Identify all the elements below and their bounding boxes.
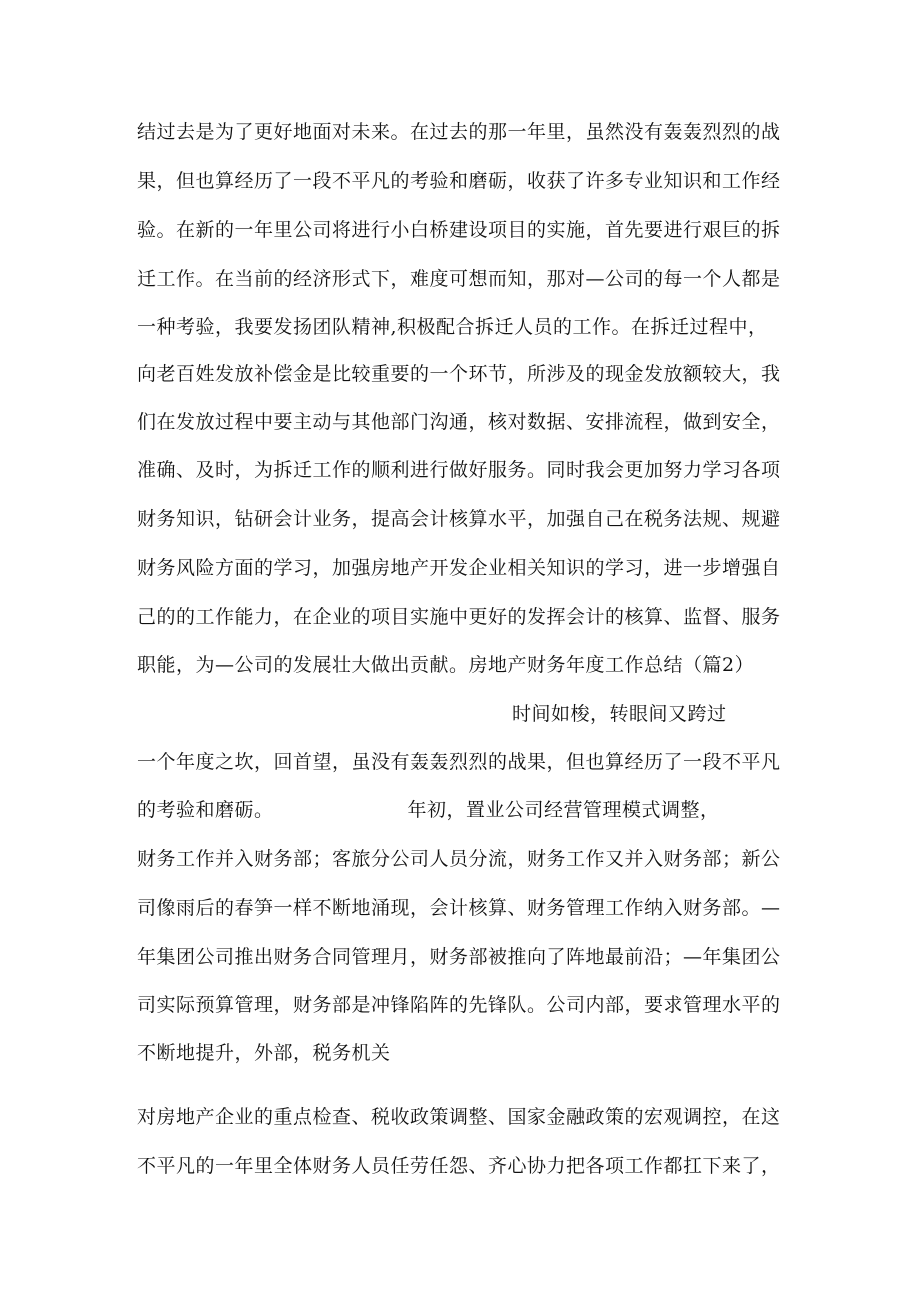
paragraph-fragment: 年初，置业公司经营管理模式调整， [407,799,720,821]
paragraph-line: 司像雨后的春笋一样不断地涌现，会计核算、财务管理工作纳入财务部。— [137,897,781,919]
paragraph-line: 结过去是为了更好地面对未来。在过去的那一年里，虽然没有轰轰烈烈的战 [137,121,781,143]
paragraph-line: 财务工作并入财务部；客旅分公司人员分流，财务工作又并入财务部；新公 [137,848,781,870]
paragraph-line: 对房地产企业的重点检查、税收政策调整、国家金融政策的宏观调控，在这 [137,1106,781,1128]
paragraph-line: 向老百姓发放补偿金是比较重要的一个环节，所涉及的现金发放额较大，我 [137,363,781,385]
paragraph-line: 年集团公司推出财务合同管理月，财务部被推向了阵地最前沿；—年集团公 [137,946,781,968]
paragraph-line: 不平凡的一年里全体财务人员任劳任怨、齐心协力把各项工作都扛下来了， [137,1155,781,1177]
paragraph-line: 职能，为—公司的发展壮大做出贡献。房地产财务年度工作总结（篇2） [137,654,755,676]
paragraph-line: 司实际预算管理，财务部是冲锋陷阵的先锋队。公司内部，要求管理水平的 [137,994,781,1016]
paragraph-line: 财务风险方面的学习，加强房地产开发企业相关知识的学习，进一步增强自 [137,557,781,579]
paragraph-line: 己的的工作能力，在企业的项目实施中更好的发挥会计的核算、监督、服务 [137,606,781,628]
paragraph-fragment: 的考验和磨砺。 [137,799,274,821]
paragraph-line: 准确、及时，为拆迁工作的顺利进行做好服务。同时我会更加努力学习各项 [137,459,781,481]
paragraph-line: 果，但也算经历了一段不平凡的考验和磨砺，收获了许多专业知识和工作经 [137,170,781,192]
paragraph-line: 迁工作。在当前的经济形式下，难度可想而知，那对—公司的每一个人都是 [137,268,781,290]
paragraph-line: 不断地提升，外部，税务机关 [137,1042,391,1064]
paragraph-line: 财务知识，钻研会计业务，提高会计核算水平，加强自己在税务法规、规避 [137,508,781,530]
paragraph-line: 一个年度之坎，回首望，虽没有轰轰烈烈的战果，但也算经历了一段不平凡 [137,751,781,773]
paragraph-line: 验。在新的一年里公司将进行小白桥建设项目的实施，首先要进行艰巨的拆 [137,219,781,241]
paragraph-line: 时间如梭，转眼间又跨过 [512,703,727,725]
paragraph-line: 一种考验，我要发扬团队精神,积极配合拆迁人员的工作。在拆迁过程中， [137,316,768,338]
paragraph-line: 们在发放过程中要主动与其他部门沟通，核对数据、安排流程，做到安全， [137,411,781,433]
paragraph-line [137,798,797,822]
